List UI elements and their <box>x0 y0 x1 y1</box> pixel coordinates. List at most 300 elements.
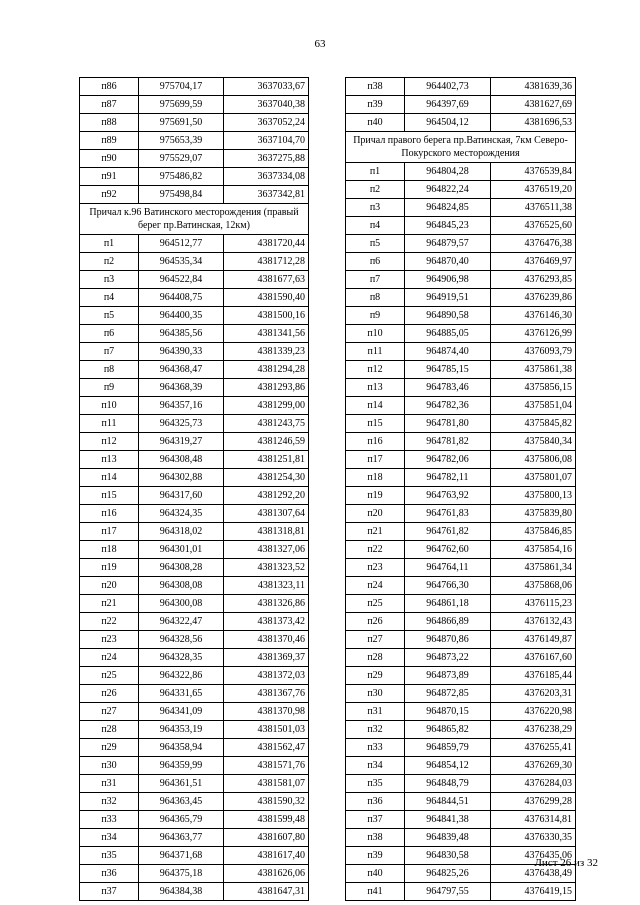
x-coordinate-cell: 964870,40 <box>405 253 491 271</box>
y-coordinate-cell: 4381369,37 <box>224 649 309 667</box>
y-coordinate-cell: 4381294,28 <box>224 361 309 379</box>
point-id-cell: п37 <box>346 811 405 829</box>
y-coordinate-cell: 4381677,63 <box>224 271 309 289</box>
point-id-cell: п34 <box>346 757 405 775</box>
point-id-cell: п5 <box>80 307 139 325</box>
y-coordinate-cell: 4375806,08 <box>491 451 576 469</box>
x-coordinate-cell: 964358,94 <box>139 739 224 757</box>
y-coordinate-cell: 4376093,79 <box>491 343 576 361</box>
x-coordinate-cell: 964308,28 <box>139 559 224 577</box>
table-row <box>80 811 309 829</box>
y-coordinate-cell: 4376419,15 <box>491 883 576 901</box>
x-coordinate-cell: 964300,08 <box>139 595 224 613</box>
point-id-cell: п28 <box>80 721 139 739</box>
point-id-cell: п23 <box>346 559 405 577</box>
point-id-cell: п31 <box>80 775 139 793</box>
point-id-cell: п26 <box>80 685 139 703</box>
point-id-cell: п25 <box>346 595 405 613</box>
y-coordinate-cell: 4375800,13 <box>491 487 576 505</box>
y-coordinate-cell: 4376519,20 <box>491 181 576 199</box>
table-row <box>80 325 309 343</box>
table-row <box>80 379 309 397</box>
point-id-cell: п33 <box>346 739 405 757</box>
table-row <box>346 649 576 667</box>
table-row <box>80 775 309 793</box>
table-row <box>80 793 309 811</box>
table-row <box>346 685 576 703</box>
x-coordinate-cell: 964890,58 <box>405 307 491 325</box>
point-id-cell: п2 <box>346 181 405 199</box>
x-coordinate-cell: 964324,35 <box>139 505 224 523</box>
y-coordinate-cell: 4381500,16 <box>224 307 309 325</box>
y-coordinate-cell: 4376146,30 <box>491 307 576 325</box>
point-id-cell: п11 <box>346 343 405 361</box>
table-row <box>80 132 309 150</box>
y-coordinate-cell: 3637104,70 <box>224 132 309 150</box>
x-coordinate-cell: 964830,58 <box>405 847 491 865</box>
y-coordinate-cell: 4376126,99 <box>491 325 576 343</box>
point-id-cell: п14 <box>80 469 139 487</box>
y-coordinate-cell: 4376269,30 <box>491 757 576 775</box>
point-id-cell: п37 <box>80 883 139 901</box>
point-id-cell: п10 <box>80 397 139 415</box>
point-id-cell: п31 <box>346 703 405 721</box>
y-coordinate-cell: 4376435,06 <box>491 847 576 865</box>
x-coordinate-cell: 975486,82 <box>139 168 224 186</box>
table-row <box>346 163 576 181</box>
x-coordinate-cell: 964390,33 <box>139 343 224 361</box>
table-row <box>346 253 576 271</box>
table-row <box>80 595 309 613</box>
x-coordinate-cell: 964365,79 <box>139 811 224 829</box>
table-row <box>346 469 576 487</box>
table-row <box>346 829 576 847</box>
y-coordinate-cell: 4381370,98 <box>224 703 309 721</box>
table-row <box>80 865 309 883</box>
point-id-cell: п27 <box>346 631 405 649</box>
table-row <box>80 433 309 451</box>
x-coordinate-cell: 964845,23 <box>405 217 491 235</box>
y-coordinate-cell: 4381626,06 <box>224 865 309 883</box>
coordinates-table-left <box>79 77 309 901</box>
y-coordinate-cell: 4381367,76 <box>224 685 309 703</box>
x-coordinate-cell: 964764,11 <box>405 559 491 577</box>
table-row <box>80 168 309 186</box>
point-id-cell: п14 <box>346 397 405 415</box>
table-row <box>80 343 309 361</box>
x-coordinate-cell: 975691,50 <box>139 114 224 132</box>
y-coordinate-cell: 4381323,11 <box>224 577 309 595</box>
table-row <box>80 96 309 114</box>
point-id-cell: п90 <box>80 150 139 168</box>
x-coordinate-cell: 964874,40 <box>405 343 491 361</box>
y-coordinate-cell: 4375801,07 <box>491 469 576 487</box>
table-row <box>346 631 576 649</box>
table-row <box>346 703 576 721</box>
y-coordinate-cell: 4381243,75 <box>224 415 309 433</box>
table-row <box>346 721 576 739</box>
table-row <box>80 829 309 847</box>
table-row <box>80 649 309 667</box>
y-coordinate-cell: 4381370,46 <box>224 631 309 649</box>
point-id-cell: п20 <box>80 577 139 595</box>
y-coordinate-cell: 4381501,03 <box>224 721 309 739</box>
table-row <box>346 739 576 757</box>
point-id-cell: п39 <box>346 847 405 865</box>
point-id-cell: п19 <box>80 559 139 577</box>
x-coordinate-cell: 964363,45 <box>139 793 224 811</box>
x-coordinate-cell: 975704,17 <box>139 78 224 96</box>
y-coordinate-cell: 4381372,03 <box>224 667 309 685</box>
table-row <box>346 595 576 613</box>
x-coordinate-cell: 964873,89 <box>405 667 491 685</box>
y-coordinate-cell: 4375851,04 <box>491 397 576 415</box>
x-coordinate-cell: 964781,80 <box>405 415 491 433</box>
x-coordinate-cell: 964328,35 <box>139 649 224 667</box>
y-coordinate-cell: 4376293,85 <box>491 271 576 289</box>
point-id-cell: п5 <box>346 235 405 253</box>
x-coordinate-cell: 964397,69 <box>405 96 491 114</box>
y-coordinate-cell: 4381639,36 <box>491 78 576 96</box>
y-coordinate-cell: 4376185,44 <box>491 667 576 685</box>
table-row <box>80 289 309 307</box>
y-coordinate-cell: 3637033,67 <box>224 78 309 96</box>
table-row <box>80 451 309 469</box>
y-coordinate-cell: 4376238,29 <box>491 721 576 739</box>
x-coordinate-cell: 964865,82 <box>405 721 491 739</box>
x-coordinate-cell: 964368,39 <box>139 379 224 397</box>
table-row <box>346 114 576 132</box>
point-id-cell: п30 <box>80 757 139 775</box>
x-coordinate-cell: 964322,86 <box>139 667 224 685</box>
y-coordinate-cell: 3637334,08 <box>224 168 309 186</box>
y-coordinate-cell: 4381590,32 <box>224 793 309 811</box>
table-row <box>80 114 309 132</box>
point-id-cell: п36 <box>346 793 405 811</box>
point-id-cell: п26 <box>346 613 405 631</box>
point-id-cell: п9 <box>80 379 139 397</box>
table-row <box>346 577 576 595</box>
table-row <box>346 505 576 523</box>
point-id-cell: п6 <box>346 253 405 271</box>
y-coordinate-cell: 4381712,28 <box>224 253 309 271</box>
table-row <box>346 523 576 541</box>
y-coordinate-cell: 4376239,86 <box>491 289 576 307</box>
x-coordinate-cell: 964375,18 <box>139 865 224 883</box>
table-row <box>346 775 576 793</box>
y-coordinate-cell: 4381647,31 <box>224 883 309 901</box>
point-id-cell: п33 <box>80 811 139 829</box>
x-coordinate-cell: 964353,19 <box>139 721 224 739</box>
point-id-cell: п11 <box>80 415 139 433</box>
x-coordinate-cell: 975699,59 <box>139 96 224 114</box>
point-id-cell: п15 <box>80 487 139 505</box>
x-coordinate-cell: 964839,48 <box>405 829 491 847</box>
x-coordinate-cell: 964363,77 <box>139 829 224 847</box>
x-coordinate-cell: 964302,88 <box>139 469 224 487</box>
point-id-cell: п13 <box>80 451 139 469</box>
point-id-cell: п24 <box>80 649 139 667</box>
point-id-cell: п91 <box>80 168 139 186</box>
x-coordinate-cell: 964761,83 <box>405 505 491 523</box>
y-coordinate-cell: 4376539,84 <box>491 163 576 181</box>
y-coordinate-cell: 4375856,15 <box>491 379 576 397</box>
x-coordinate-cell: 964825,26 <box>405 865 491 883</box>
x-coordinate-cell: 964782,11 <box>405 469 491 487</box>
point-id-cell: п24 <box>346 577 405 595</box>
x-coordinate-cell: 964879,57 <box>405 235 491 253</box>
y-coordinate-cell: 4381590,40 <box>224 289 309 307</box>
table-row <box>80 577 309 595</box>
point-id-cell: п38 <box>346 78 405 96</box>
point-id-cell: п16 <box>80 505 139 523</box>
x-coordinate-cell: 964797,55 <box>405 883 491 901</box>
x-coordinate-cell: 964866,89 <box>405 613 491 631</box>
x-coordinate-cell: 964761,82 <box>405 523 491 541</box>
x-coordinate-cell: 964331,65 <box>139 685 224 703</box>
point-id-cell: п4 <box>80 289 139 307</box>
y-coordinate-cell: 4375845,82 <box>491 415 576 433</box>
x-coordinate-cell: 964504,12 <box>405 114 491 132</box>
y-coordinate-cell: 4381307,64 <box>224 505 309 523</box>
x-coordinate-cell: 964782,06 <box>405 451 491 469</box>
point-id-cell: п21 <box>346 523 405 541</box>
x-coordinate-cell: 964359,99 <box>139 757 224 775</box>
point-id-cell: п35 <box>80 847 139 865</box>
point-id-cell: п6 <box>80 325 139 343</box>
point-id-cell: п18 <box>346 469 405 487</box>
point-id-cell: п2 <box>80 253 139 271</box>
x-coordinate-cell: 964762,60 <box>405 541 491 559</box>
section-header-row <box>346 132 576 163</box>
y-coordinate-cell: 4381627,69 <box>491 96 576 114</box>
point-id-cell: п89 <box>80 132 139 150</box>
table-row <box>80 667 309 685</box>
x-coordinate-cell: 964873,22 <box>405 649 491 667</box>
y-coordinate-cell: 4381339,23 <box>224 343 309 361</box>
point-id-cell: п35 <box>346 775 405 793</box>
table-row <box>80 739 309 757</box>
point-id-cell: п27 <box>80 703 139 721</box>
x-coordinate-cell: 964301,01 <box>139 541 224 559</box>
y-coordinate-cell: 3637342,81 <box>224 186 309 204</box>
point-id-cell: п3 <box>80 271 139 289</box>
section-header-row <box>80 204 309 235</box>
y-coordinate-cell: 4381293,86 <box>224 379 309 397</box>
y-coordinate-cell: 4381607,80 <box>224 829 309 847</box>
x-coordinate-cell: 964361,51 <box>139 775 224 793</box>
point-id-cell: п86 <box>80 78 139 96</box>
point-id-cell: п92 <box>80 186 139 204</box>
point-id-cell: п25 <box>80 667 139 685</box>
x-coordinate-cell: 964319,27 <box>139 433 224 451</box>
table-row <box>80 685 309 703</box>
y-coordinate-cell: 4376525,60 <box>491 217 576 235</box>
table-row <box>346 379 576 397</box>
point-id-cell: п22 <box>80 613 139 631</box>
table-row <box>346 78 576 96</box>
point-id-cell: п18 <box>80 541 139 559</box>
table-row <box>80 523 309 541</box>
table-row <box>346 415 576 433</box>
point-id-cell: п40 <box>346 114 405 132</box>
table-row <box>346 307 576 325</box>
x-coordinate-cell: 964906,98 <box>405 271 491 289</box>
y-coordinate-cell: 4381720,44 <box>224 235 309 253</box>
table-row <box>346 235 576 253</box>
y-coordinate-cell: 4376115,23 <box>491 595 576 613</box>
table-row <box>80 253 309 271</box>
x-coordinate-cell: 964859,79 <box>405 739 491 757</box>
table-row <box>80 505 309 523</box>
x-coordinate-cell: 964885,05 <box>405 325 491 343</box>
point-id-cell: п4 <box>346 217 405 235</box>
x-coordinate-cell: 964824,85 <box>405 199 491 217</box>
point-id-cell: п23 <box>80 631 139 649</box>
x-coordinate-cell: 964308,48 <box>139 451 224 469</box>
y-coordinate-cell: 4381341,56 <box>224 325 309 343</box>
y-coordinate-cell: 4381373,42 <box>224 613 309 631</box>
x-coordinate-cell: 964384,38 <box>139 883 224 901</box>
y-coordinate-cell: 4375854,16 <box>491 541 576 559</box>
y-coordinate-cell: 4376299,28 <box>491 793 576 811</box>
table-row <box>80 721 309 739</box>
table-row <box>346 343 576 361</box>
x-coordinate-cell: 964341,09 <box>139 703 224 721</box>
y-coordinate-cell: 4376511,38 <box>491 199 576 217</box>
table-row <box>346 541 576 559</box>
table-row <box>346 667 576 685</box>
y-coordinate-cell: 4381326,86 <box>224 595 309 613</box>
y-coordinate-cell: 4376330,35 <box>491 829 576 847</box>
x-coordinate-cell: 964841,38 <box>405 811 491 829</box>
table-row <box>346 757 576 775</box>
point-id-cell: п15 <box>346 415 405 433</box>
table-row <box>346 559 576 577</box>
table-row <box>346 883 576 901</box>
y-coordinate-cell: 4376314,81 <box>491 811 576 829</box>
y-coordinate-cell: 4381299,00 <box>224 397 309 415</box>
y-coordinate-cell: 4381246,59 <box>224 433 309 451</box>
point-id-cell: п32 <box>80 793 139 811</box>
x-coordinate-cell: 964328,56 <box>139 631 224 649</box>
y-coordinate-cell: 4376167,60 <box>491 649 576 667</box>
y-coordinate-cell: 4381696,53 <box>491 114 576 132</box>
x-coordinate-cell: 964400,35 <box>139 307 224 325</box>
y-coordinate-cell: 4381562,47 <box>224 739 309 757</box>
table-row <box>80 541 309 559</box>
x-coordinate-cell: 964408,75 <box>139 289 224 307</box>
point-id-cell: п12 <box>346 361 405 379</box>
y-coordinate-cell: 4375846,85 <box>491 523 576 541</box>
point-id-cell: п38 <box>346 829 405 847</box>
table-row <box>80 186 309 204</box>
point-id-cell: п28 <box>346 649 405 667</box>
y-coordinate-cell: 4381617,40 <box>224 847 309 865</box>
point-id-cell: п20 <box>346 505 405 523</box>
point-id-cell: п32 <box>346 721 405 739</box>
point-id-cell: п87 <box>80 96 139 114</box>
table-row <box>80 559 309 577</box>
point-id-cell: п1 <box>80 235 139 253</box>
x-coordinate-cell: 964804,28 <box>405 163 491 181</box>
x-coordinate-cell: 964766,30 <box>405 577 491 595</box>
table-row <box>346 811 576 829</box>
point-id-cell: п3 <box>346 199 405 217</box>
x-coordinate-cell: 964870,15 <box>405 703 491 721</box>
point-id-cell: п41 <box>346 883 405 901</box>
y-coordinate-cell: 4381318,81 <box>224 523 309 541</box>
x-coordinate-cell: 964781,82 <box>405 433 491 451</box>
x-coordinate-cell: 964322,47 <box>139 613 224 631</box>
x-coordinate-cell: 964782,36 <box>405 397 491 415</box>
point-id-cell: п21 <box>80 595 139 613</box>
table-row <box>346 433 576 451</box>
y-coordinate-cell: 4381254,30 <box>224 469 309 487</box>
y-coordinate-cell: 4381323,52 <box>224 559 309 577</box>
y-coordinate-cell: 4375839,80 <box>491 505 576 523</box>
x-coordinate-cell: 964371,68 <box>139 847 224 865</box>
x-coordinate-cell: 964317,60 <box>139 487 224 505</box>
x-coordinate-cell: 964861,18 <box>405 595 491 613</box>
table-row <box>80 307 309 325</box>
section-header: Причал правого берега пр.Ватинская, 7км Северо-Покурского месторождения <box>346 132 576 163</box>
y-coordinate-cell: 4376284,03 <box>491 775 576 793</box>
y-coordinate-cell: 4381251,81 <box>224 451 309 469</box>
table-row <box>346 271 576 289</box>
point-id-cell: п8 <box>346 289 405 307</box>
x-coordinate-cell: 964325,73 <box>139 415 224 433</box>
table-row <box>346 199 576 217</box>
y-coordinate-cell: 4376255,41 <box>491 739 576 757</box>
point-id-cell: п10 <box>346 325 405 343</box>
y-coordinate-cell: 4381581,07 <box>224 775 309 793</box>
x-coordinate-cell: 964844,51 <box>405 793 491 811</box>
x-coordinate-cell: 964872,85 <box>405 685 491 703</box>
y-coordinate-cell: 3637275,88 <box>224 150 309 168</box>
point-id-cell: п22 <box>346 541 405 559</box>
y-coordinate-cell: 3637040,38 <box>224 96 309 114</box>
table-row <box>80 757 309 775</box>
point-id-cell: п17 <box>80 523 139 541</box>
point-id-cell: п40 <box>346 865 405 883</box>
x-coordinate-cell: 964385,56 <box>139 325 224 343</box>
x-coordinate-cell: 964848,79 <box>405 775 491 793</box>
point-id-cell: п34 <box>80 829 139 847</box>
table-row <box>346 793 576 811</box>
table-row <box>346 361 576 379</box>
x-coordinate-cell: 964368,47 <box>139 361 224 379</box>
point-id-cell: п17 <box>346 451 405 469</box>
point-id-cell: п88 <box>80 114 139 132</box>
y-coordinate-cell: 4375861,38 <box>491 361 576 379</box>
point-id-cell: п29 <box>346 667 405 685</box>
sheet-footer: Лист 26 из 32 <box>534 857 598 869</box>
x-coordinate-cell: 964357,16 <box>139 397 224 415</box>
table-row <box>346 325 576 343</box>
y-coordinate-cell: 4381599,48 <box>224 811 309 829</box>
table-row <box>80 487 309 505</box>
table-row <box>346 487 576 505</box>
point-id-cell: п29 <box>80 739 139 757</box>
x-coordinate-cell: 964870,86 <box>405 631 491 649</box>
y-coordinate-cell: 4375868,06 <box>491 577 576 595</box>
point-id-cell: п12 <box>80 433 139 451</box>
table-row <box>346 451 576 469</box>
y-coordinate-cell: 4376476,38 <box>491 235 576 253</box>
table-row <box>80 397 309 415</box>
y-coordinate-cell: 4381327,06 <box>224 541 309 559</box>
